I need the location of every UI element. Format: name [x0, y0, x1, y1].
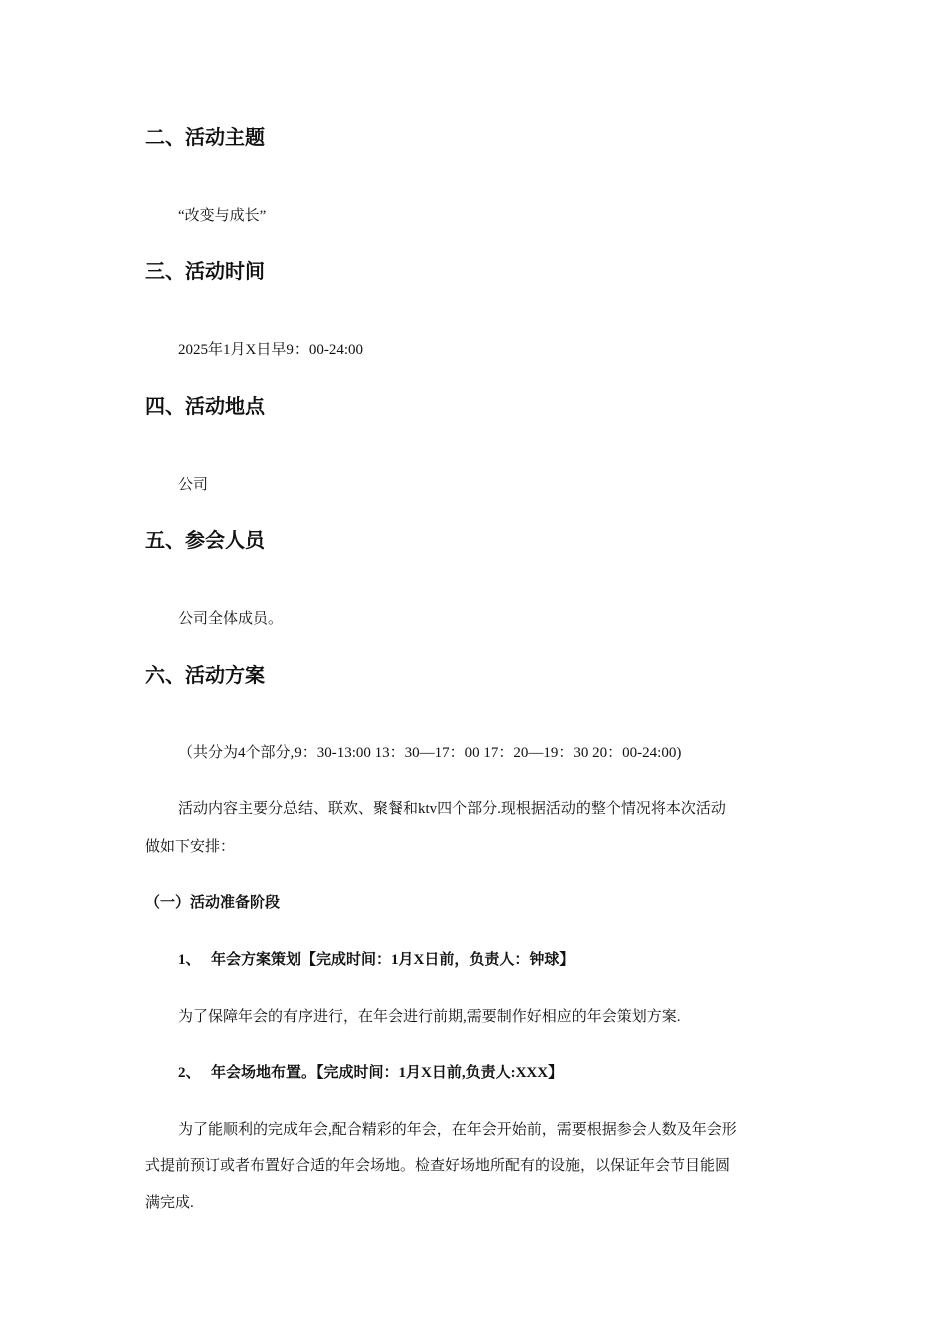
- heading-plan: 六、活动方案: [145, 663, 265, 687]
- heading-attendees: 五、参会人员: [145, 528, 265, 552]
- time-text: 2025年1月X日早9：00-24:00: [178, 342, 363, 358]
- stage1-title: （一）活动准备阶段: [145, 895, 281, 911]
- heading-location: 四、活动地点: [145, 394, 265, 418]
- plan-intro-line2: 做如下安排：: [145, 839, 236, 855]
- heading-theme: 二、活动主题: [145, 125, 265, 149]
- item2-number: 2、: [178, 1065, 201, 1081]
- item1-number: 1、: [178, 952, 201, 968]
- plan-intro-line1: 活动内容主要分总结、联欢、聚餐和ktv四个部分.现根据活动的整个情况将本次活动: [178, 801, 726, 817]
- theme-text: “改变与成长”: [178, 208, 267, 224]
- item2-title-text: 年会场地布置。【完成时间：1月X日前,负责人:XXX】: [211, 1065, 564, 1081]
- plan-schedule: （共分为4个部分,9：30-13:00 13：30—17：00 17：20—19：30 20：00-24:00): [178, 745, 682, 761]
- location-text: 公司: [178, 477, 209, 493]
- attendees-text: 公司全体成员。: [178, 611, 284, 627]
- stage1-item1-desc: 为了保障年会的有序进行，在年会进行前期,需要制作好相应的年会策划方案.: [178, 1009, 681, 1025]
- item1-title-text: 年会方案策划【完成时间：1月X日前，负责人：钟球】: [211, 952, 575, 968]
- stage1-item2-title: [178, 1063, 563, 1083]
- stage1-item2-desc-line3: 满完成.: [145, 1195, 194, 1211]
- stage1-item2-desc-line1: 为了能顺利的完成年会,配合精彩的年会，在年会开始前，需要根据参会人数及年会形: [178, 1122, 737, 1138]
- stage1-item2-desc-line2: 式提前预订或者布置好合适的年会场地。检查好场地所配有的设施，以保证年会节目能圆: [145, 1158, 731, 1174]
- stage1-item1-title: [178, 950, 574, 970]
- heading-time: 三、活动时间: [145, 259, 265, 283]
